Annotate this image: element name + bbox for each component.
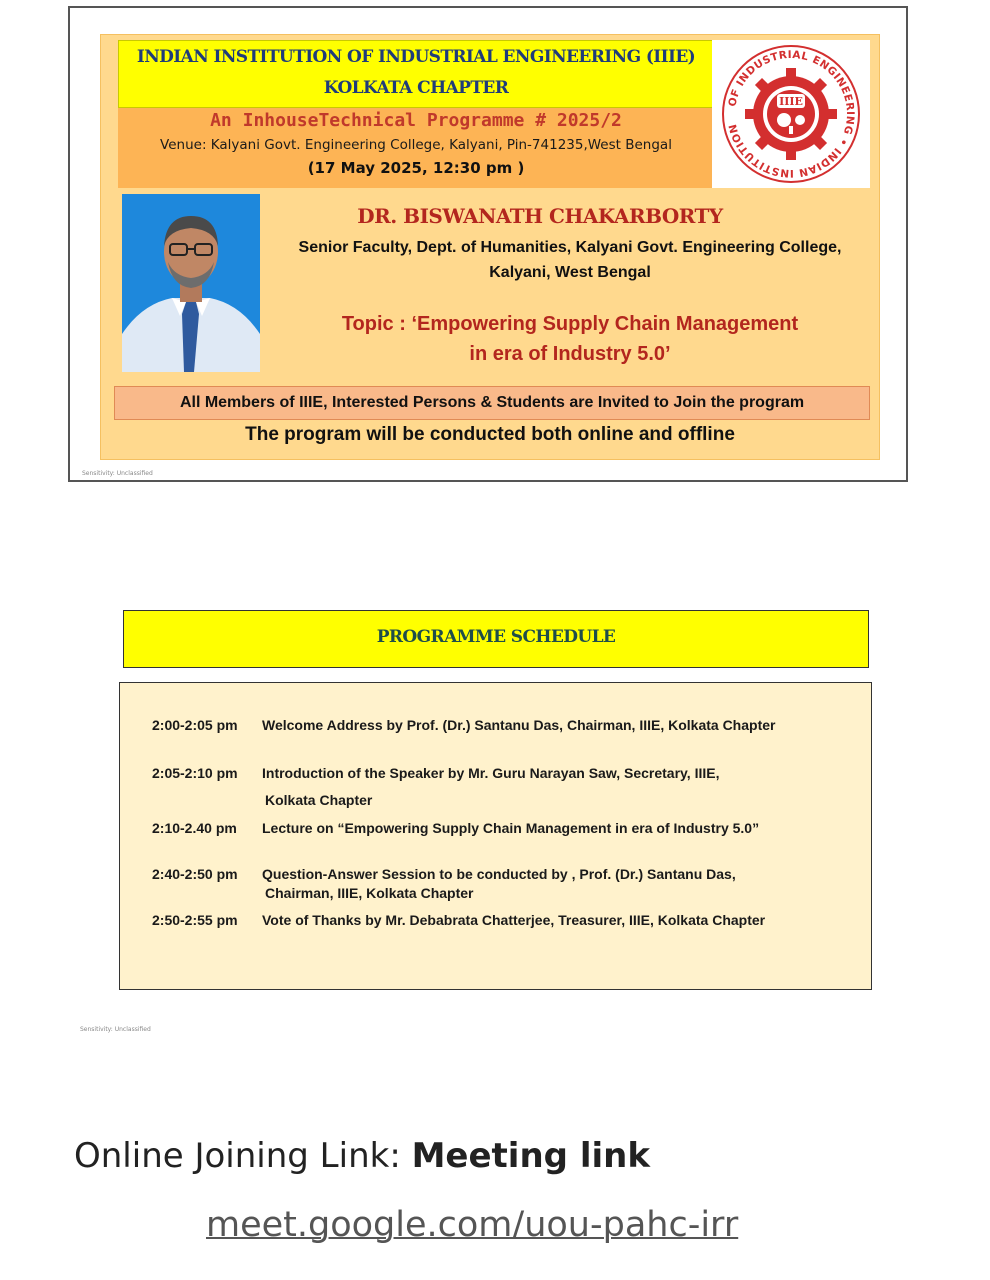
sensitivity-mark: Sensitivity: Unclassified (80, 1026, 151, 1033)
event-flyer (68, 6, 908, 482)
joining-link-prefix: Online Joining Link: (74, 1136, 412, 1176)
institution-title-box (118, 40, 714, 108)
schedule-title: PROGRAMME SCHEDULE (376, 627, 616, 647)
invitation-text: All Members of IIIE, Interested Persons & Students are Invited to Join the program (179, 394, 805, 411)
svg-text:IIIE: IIIE (779, 95, 803, 108)
speaker-name: DR. BISWANATH CHAKARBORTY (357, 204, 723, 228)
schedule-header (123, 610, 869, 668)
schedule-time: 2:40-2:50 pm (152, 866, 238, 882)
invitation-banner (114, 386, 870, 420)
sensitivity-mark: Sensitivity: Unclassified (82, 470, 153, 477)
schedule-description: Welcome Address by Prof. (Dr.) Santanu Das, Chairman, IIIE, Kolkata Chapter (262, 717, 776, 733)
schedule-time: 2:00-2:05 pm (152, 717, 238, 733)
schedule-description: Question-Answer Session to be conducted by , Prof. (Dr.) Santanu Das, (262, 866, 736, 882)
schedule-description: Introduction of the Speaker by Mr. Guru Narayan Saw, Secretary, IIIE, (262, 765, 720, 781)
schedule-description: Vote of Thanks by Mr. Debabrata Chatterjee, Treasurer, IIIE, Kolkata Chapter (262, 912, 766, 928)
iiie-logo (712, 40, 870, 188)
schedule-description: Chairman, IIIE, Kolkata Chapter (265, 885, 474, 901)
meeting-url-link[interactable]: meet.google.com/uou-pahc-irr (206, 1205, 739, 1245)
program-mode-text: The program will be conducted both online and offline (245, 424, 735, 445)
speaker-location: Kalyani, West Bengal (489, 264, 651, 281)
speaker-photo (122, 194, 260, 372)
meeting-link-text: Meeting link (411, 1136, 650, 1176)
venue-text: Venue: Kalyani Govt. Engineering College, Kalyani, Pin-741235,West Bengal (160, 137, 672, 153)
schedule-time: 2:05-2:10 pm (152, 765, 238, 781)
chapter-name: KOLKATA CHAPTER (323, 78, 509, 98)
schedule-list (119, 682, 872, 990)
programme-box (118, 108, 714, 188)
schedule-description: Kolkata Chapter (265, 792, 373, 808)
date-text: (17 May 2025, 12:30 pm ) (307, 159, 525, 177)
speaker-role: Senior Faculty, Dept. of Humanities, Kalyani Govt. Engineering College, (298, 239, 842, 256)
schedule-description: Lecture on “Empowering Supply Chain Management in era of Industry 5.0” (262, 820, 760, 836)
svg-text:OF INDUSTRIAL ENGINEERING • IN: OF INDUSTRIAL ENGINEERING • INDIAN INSTITUTION (726, 48, 857, 180)
institution-name: INDIAN INSTITUTION OF INDUSTRIAL ENGINEERING (IIIE) (136, 47, 696, 67)
topic-line-1: Topic : ‘Empowering Supply Chain Management (341, 313, 799, 335)
programme-title: An InhouseTechnical Programme # 2025/2 (210, 110, 622, 131)
topic-line-2: in era of Industry 5.0’ (469, 343, 671, 365)
schedule-time: 2:10-2.40 pm (152, 820, 237, 836)
schedule-time: 2:50-2:55 pm (152, 912, 238, 928)
joining-link-label (74, 1136, 650, 1176)
